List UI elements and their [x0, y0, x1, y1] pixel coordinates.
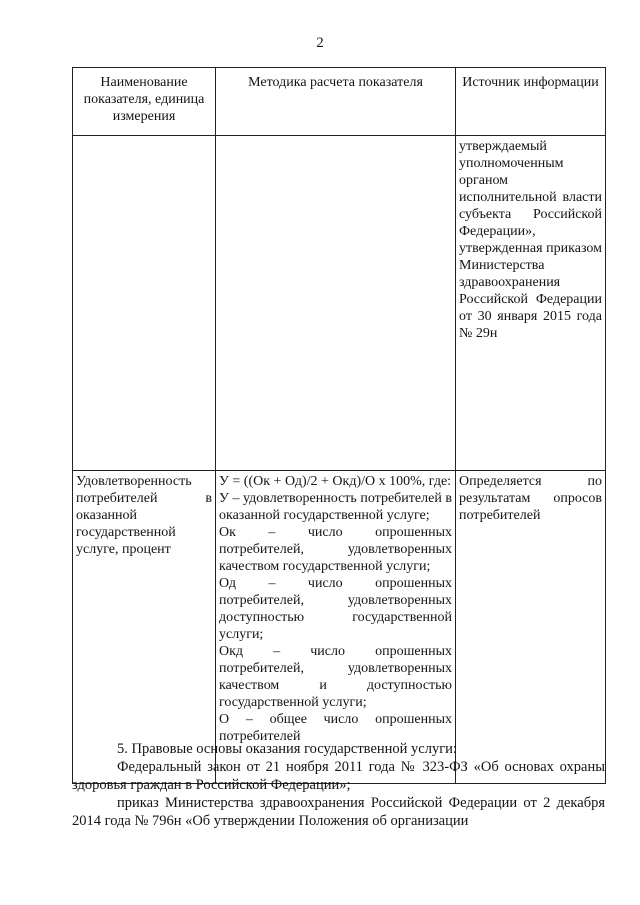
row2-source-cell: Определяется по результатам опросов потребителей: [456, 471, 606, 784]
row2-indicator-cell: Удовлетворенность потребителей в оказанной государственной услуге, процент: [73, 471, 216, 784]
page-number: 2: [316, 35, 324, 51]
legal-basis-section: [72, 740, 605, 830]
indicator-table: [72, 67, 606, 784]
header-calculation-method: Методика расчета показателя: [216, 68, 456, 136]
table-row: [73, 136, 606, 471]
formula-definition-ok: Ок – число опрошенных потребителей, удовлетворенных качеством государственной услуги;: [219, 525, 452, 574]
formula-line: У = ((Ок + Од)/2 + Окд)/О х 100%, где:: [219, 474, 452, 489]
formula-definition-o: О – общее число опрошенных потребителей: [219, 712, 452, 744]
row1-method-cell: [216, 136, 456, 471]
row1-source-cell: утверждаемый уполномоченным органом исполнительной власти субъекта Российской Федерации», утвержденная приказом Министерства здравоохранения Российской Федерации от 30 января 2015 года № 29н: [456, 136, 606, 471]
legal-paragraph: Федеральный закон от 21 ноября 2011 года № 323-ФЗ «Об основах охраны здоровья граждан в Российской Федерации»;: [72, 759, 605, 793]
formula-definition-okd: Окд – число опрошенных потребителей, удовлетворенных качеством и доступностью государственной услуги;: [219, 644, 452, 710]
formula-definition-od: Од – число опрошенных потребителей, удовлетворенных доступностью государственной услуги;: [219, 576, 452, 642]
section-heading: 5. Правовые основы оказания государственной услуги:: [117, 741, 457, 757]
header-information-source: Источник информации: [456, 68, 606, 136]
header-indicator-name: Наименование показателя, единица измерения: [73, 68, 216, 136]
row1-indicator-cell: [73, 136, 216, 471]
row2-method-cell: [216, 471, 456, 784]
legal-paragraph: приказ Министерства здравоохранения Российской Федерации от 2 декабря 2014 года № 796н «Об утверждении Положения об организации: [72, 795, 605, 829]
formula-definition-u: У – удовлетворенность потребителей в оказанной государственной услуге;: [219, 491, 452, 523]
table-row: [73, 471, 606, 784]
table-header-row: [73, 68, 606, 136]
